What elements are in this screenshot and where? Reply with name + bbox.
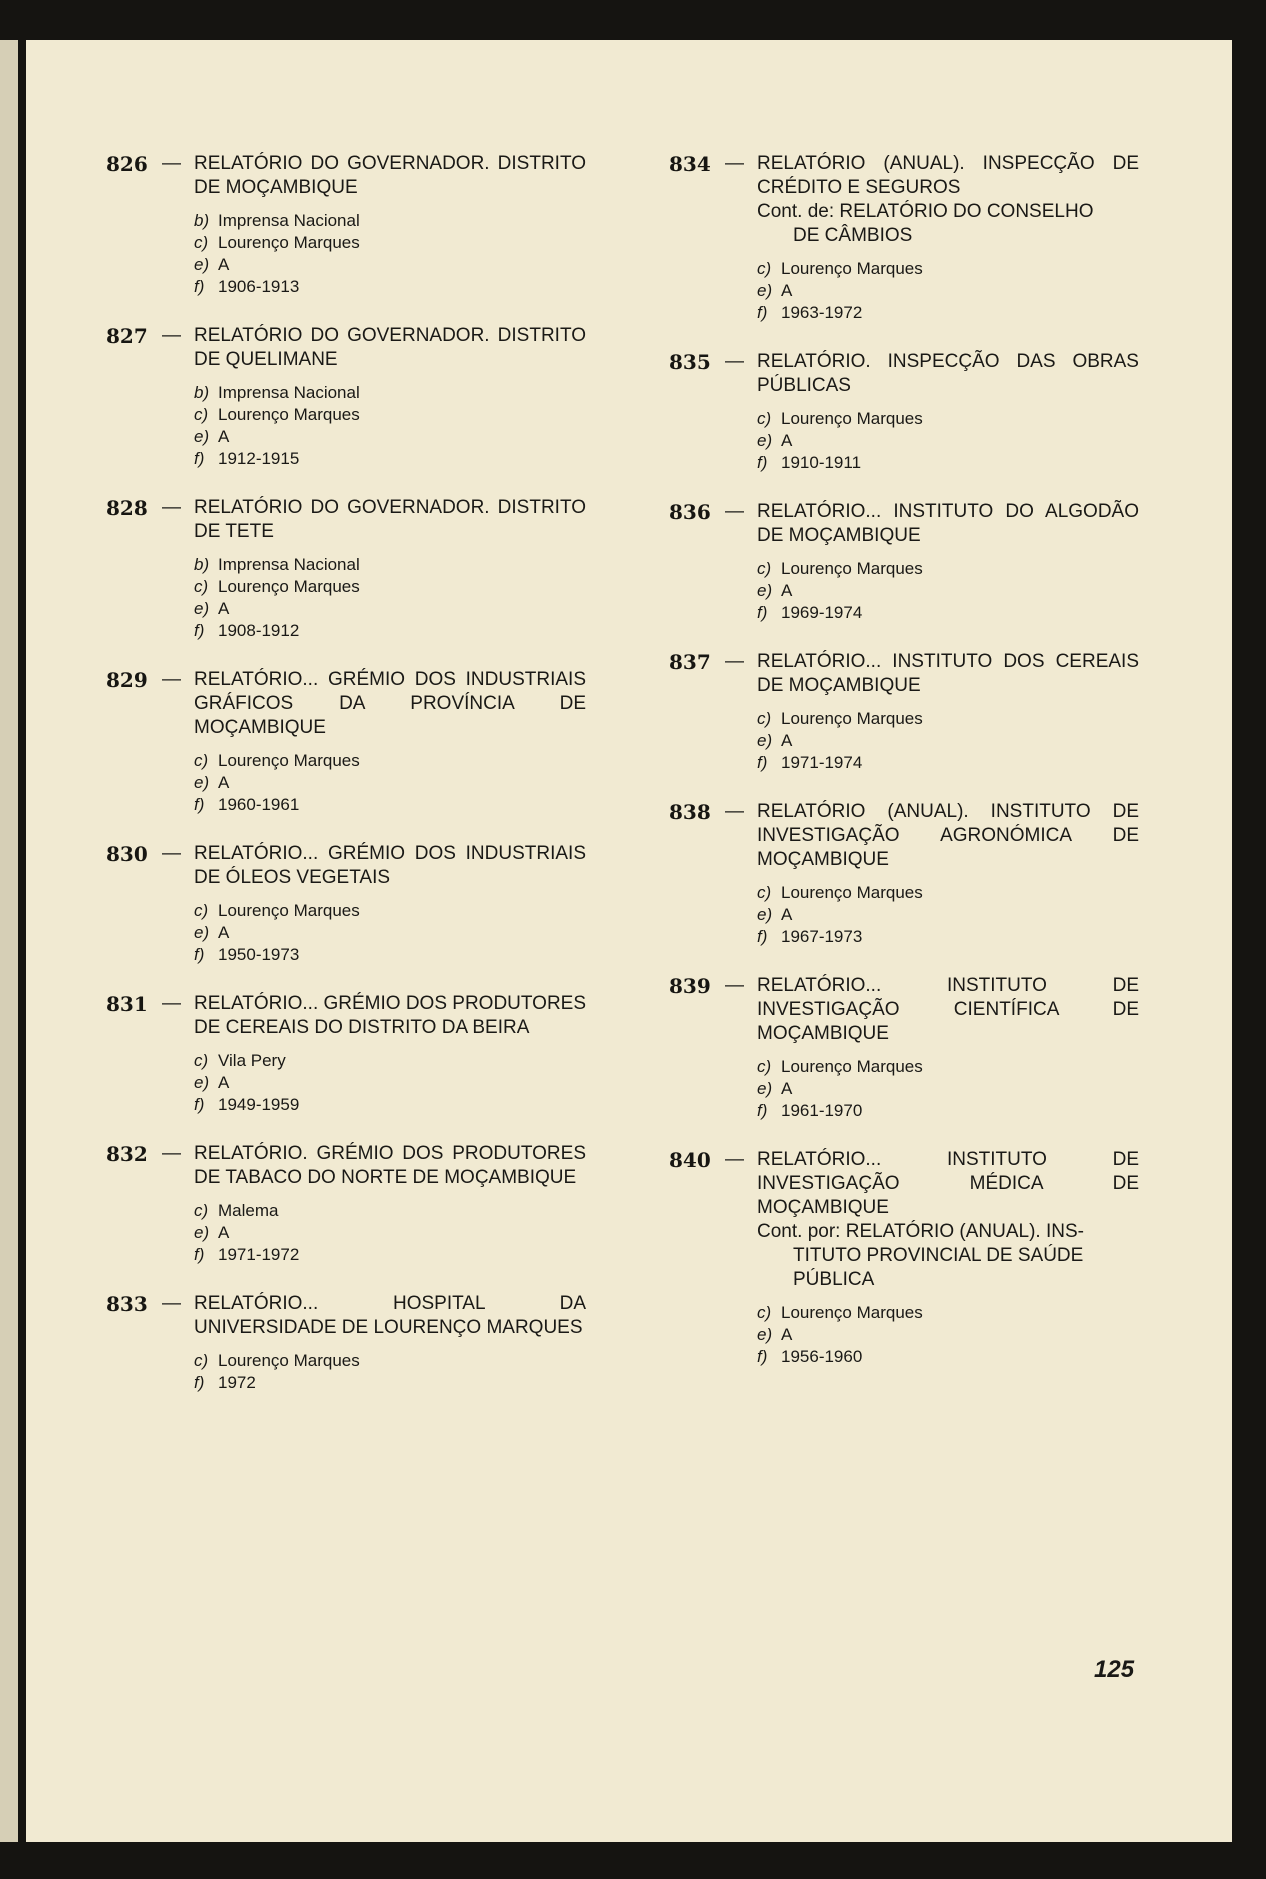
field-letter: f) — [757, 603, 768, 622]
field-value: 1971-1972 — [218, 1245, 300, 1264]
field-letter: c) — [194, 751, 209, 770]
catalog-entry — [669, 974, 1139, 1122]
field-value: A — [218, 255, 230, 274]
field-value: Lourenço Marques — [781, 883, 923, 902]
entry-number: 826 — [106, 152, 148, 176]
field-value: Lourenço Marques — [781, 1057, 923, 1076]
field-letter: f) — [757, 927, 768, 946]
continuation-note — [669, 1220, 1139, 1292]
field-letter: f) — [194, 1245, 205, 1264]
entry-number: 835 — [669, 350, 711, 374]
field-letter: e) — [194, 773, 210, 792]
entry-title: RELATÓRIO... GRÉMIO DOS INDUSTRIAIS GRÁFICOS DA PROVÍNCIA DE MOÇAMBIQUE — [194, 669, 586, 738]
catalog-entry — [106, 1292, 586, 1394]
catalog-entry — [106, 668, 586, 816]
field-value: Lourenço Marques — [218, 1351, 360, 1370]
field-value: Lourenço Marques — [781, 1303, 923, 1322]
field-letter: f) — [757, 753, 768, 772]
field-value: Lourenço Marques — [781, 559, 923, 578]
entry-fields — [106, 1050, 586, 1116]
field-row — [757, 258, 1139, 280]
entry-title: RELATÓRIO... GRÉMIO DOS PRODUTORES DE CEREAIS DO DISTRITO DA BEIRA — [194, 993, 587, 1038]
field-row — [194, 448, 586, 470]
field-value: 1906-1913 — [218, 277, 300, 296]
field-row — [757, 882, 1139, 904]
entry-fields — [106, 750, 586, 816]
field-letter: e) — [194, 255, 210, 274]
entry-fields — [669, 1302, 1139, 1368]
em-dash: — — [162, 1143, 181, 1164]
entry-title: RELATÓRIO. GRÉMIO DOS PRODUTORES DE TABACO DO NORTE DE MOÇAMBIQUE — [194, 1143, 586, 1188]
field-letter: c) — [757, 1303, 772, 1322]
field-row — [194, 598, 586, 620]
field-row — [194, 576, 586, 598]
field-row — [194, 554, 586, 576]
field-value: 1963-1972 — [781, 303, 863, 322]
field-row — [757, 602, 1139, 624]
field-letter: e) — [757, 1079, 773, 1098]
entry-title: RELATÓRIO (ANUAL). INSPECÇÃO DE CRÉDITO E SEGUROS — [757, 153, 1139, 198]
field-row — [757, 580, 1139, 602]
em-dash: — — [725, 501, 744, 522]
catalog-entry — [106, 842, 586, 966]
left-column — [106, 152, 586, 1420]
field-value: 1972 — [218, 1373, 256, 1392]
entry-title: RELATÓRIO... INSTITUTO DO ALGODÃO DE MOÇAMBIQUE — [757, 501, 1139, 546]
continuation-label: Cont. por: — [757, 1221, 841, 1242]
field-row — [194, 254, 586, 276]
entry-title: RELATÓRIO (ANUAL). INSTITUTO DE INVESTIGAÇÃO AGRONÓMICA DE MOÇAMBIQUE — [757, 801, 1139, 870]
entry-heading — [106, 152, 586, 200]
field-letter: e) — [757, 905, 773, 924]
catalog-entry — [106, 1142, 586, 1266]
entry-heading — [669, 800, 1139, 872]
catalog-entry — [669, 1148, 1139, 1368]
field-letter: b) — [194, 383, 210, 402]
field-value: Vila Pery — [218, 1051, 286, 1070]
entry-fields — [669, 708, 1139, 774]
field-letter: f) — [194, 621, 205, 640]
field-value: 1912-1915 — [218, 449, 300, 468]
entry-heading — [106, 842, 586, 890]
field-value: Imprensa Nacional — [218, 555, 360, 574]
field-letter: c) — [194, 233, 209, 252]
entry-number: 831 — [106, 992, 148, 1016]
continuation-note — [669, 200, 1139, 248]
field-value: 1956-1960 — [781, 1347, 863, 1366]
field-row — [194, 1094, 586, 1116]
catalog-entry — [669, 350, 1139, 474]
field-row — [757, 1346, 1139, 1368]
field-value: 1910-1911 — [781, 453, 862, 472]
field-row — [757, 926, 1139, 948]
continuation-text: RELATÓRIO (ANUAL). INS- — [845, 1221, 1084, 1242]
field-row — [194, 794, 586, 816]
field-row — [757, 302, 1139, 324]
field-letter: f) — [194, 449, 205, 468]
entry-number: 834 — [669, 152, 711, 176]
field-value: Lourenço Marques — [218, 577, 360, 596]
field-row — [194, 426, 586, 448]
field-letter: c) — [194, 1051, 209, 1070]
field-row — [757, 1078, 1139, 1100]
em-dash: — — [725, 801, 744, 822]
entry-number: 836 — [669, 500, 711, 524]
field-value: A — [218, 599, 230, 618]
field-row — [757, 280, 1139, 302]
field-value: 1908-1912 — [218, 621, 300, 640]
field-value: Lourenço Marques — [218, 233, 360, 252]
field-value: A — [781, 431, 793, 450]
field-value: Imprensa Nacional — [218, 211, 360, 230]
field-value: A — [218, 427, 230, 446]
field-letter: f) — [757, 453, 768, 472]
field-letter: c) — [194, 901, 209, 920]
field-letter: e) — [757, 1325, 773, 1344]
entry-fields — [106, 900, 586, 966]
entry-heading — [669, 152, 1139, 200]
field-value: A — [218, 773, 230, 792]
field-value: Lourenço Marques — [218, 751, 360, 770]
entry-fields — [669, 882, 1139, 948]
field-letter: f) — [194, 277, 205, 296]
entry-fields — [669, 258, 1139, 324]
field-row — [757, 430, 1139, 452]
field-row — [194, 382, 586, 404]
page-number: 125 — [1094, 1656, 1135, 1683]
entry-fields — [106, 1350, 586, 1394]
entry-heading — [106, 324, 586, 372]
field-value: Imprensa Nacional — [218, 383, 360, 402]
field-letter: e) — [194, 1073, 210, 1092]
field-row — [757, 1302, 1139, 1324]
entry-fields — [106, 210, 586, 298]
field-letter: f) — [194, 945, 205, 964]
em-dash: — — [725, 351, 744, 372]
entry-fields — [669, 558, 1139, 624]
entry-fields — [669, 1056, 1139, 1122]
field-letter: b) — [194, 211, 210, 230]
em-dash: — — [162, 1293, 181, 1314]
field-value: Lourenço Marques — [218, 405, 360, 424]
field-letter: e) — [757, 581, 773, 600]
entry-heading — [106, 1292, 586, 1340]
em-dash: — — [162, 153, 181, 174]
right-column — [669, 152, 1139, 1394]
entry-number: 830 — [106, 842, 148, 866]
field-letter: c) — [757, 709, 772, 728]
field-row — [757, 1100, 1139, 1122]
field-letter: e) — [194, 427, 210, 446]
em-dash: — — [162, 669, 181, 690]
field-value: Lourenço Marques — [781, 709, 923, 728]
field-row — [194, 1372, 586, 1394]
field-row — [194, 1244, 586, 1266]
field-value: A — [781, 731, 793, 750]
field-letter: e) — [757, 731, 773, 750]
entry-number: 833 — [106, 1292, 148, 1316]
catalog-entry — [106, 324, 586, 470]
entry-fields — [106, 382, 586, 470]
em-dash: — — [725, 651, 744, 672]
field-letter: e) — [757, 281, 773, 300]
entry-heading — [106, 668, 586, 740]
catalog-entry — [669, 152, 1139, 324]
continuation-text: RELATÓRIO DO CONSELHO — [839, 201, 1094, 222]
em-dash: — — [162, 325, 181, 346]
entry-heading — [669, 350, 1139, 398]
entry-heading — [669, 1148, 1139, 1220]
entry-number: 838 — [669, 800, 711, 824]
field-letter: c) — [757, 559, 772, 578]
entry-heading — [669, 500, 1139, 548]
field-row — [757, 708, 1139, 730]
continuation-text: DE CÂMBIOS — [793, 225, 913, 246]
field-row — [194, 772, 586, 794]
em-dash: — — [162, 497, 181, 518]
field-row — [194, 1200, 586, 1222]
entry-title: RELATÓRIO... INSTITUTO DE INVESTIGAÇÃO CIENTÍFICA DE MOÇAMBIQUE — [757, 975, 1139, 1044]
field-letter: c) — [757, 259, 772, 278]
em-dash: — — [725, 153, 744, 174]
catalog-entry — [106, 496, 586, 642]
entry-number: 840 — [669, 1148, 711, 1172]
field-row — [757, 408, 1139, 430]
field-letter: e) — [194, 599, 210, 618]
field-value: 1950-1973 — [218, 945, 300, 964]
catalog-entry — [669, 500, 1139, 624]
em-dash: — — [162, 843, 181, 864]
field-value: A — [781, 1325, 793, 1344]
entry-number: 839 — [669, 974, 711, 998]
catalog-entry — [669, 650, 1139, 774]
field-value: A — [781, 1079, 793, 1098]
continuation-label: Cont. de: — [757, 201, 835, 222]
field-letter: c) — [757, 883, 772, 902]
entry-heading — [669, 974, 1139, 1046]
field-row — [194, 1350, 586, 1372]
field-row — [194, 900, 586, 922]
field-value: A — [218, 1223, 230, 1242]
entry-heading — [106, 496, 586, 544]
field-value: 1960-1961 — [218, 795, 300, 814]
field-row — [194, 210, 586, 232]
field-value: 1967-1973 — [781, 927, 863, 946]
field-value: A — [781, 581, 793, 600]
entry-title: RELATÓRIO DO GOVERNADOR. DISTRITO DE TETE — [194, 497, 586, 542]
entry-fields — [106, 1200, 586, 1266]
field-value: Lourenço Marques — [218, 901, 360, 920]
field-row — [194, 750, 586, 772]
entry-number: 837 — [669, 650, 711, 674]
em-dash: — — [162, 993, 181, 1014]
field-value: A — [218, 923, 230, 942]
field-row — [757, 558, 1139, 580]
field-row — [194, 620, 586, 642]
field-row — [194, 232, 586, 254]
field-letter: f) — [194, 795, 205, 814]
entry-fields — [669, 408, 1139, 474]
field-letter: f) — [757, 1347, 768, 1366]
entry-title: RELATÓRIO DO GOVERNADOR. DISTRITO DE MOÇAMBIQUE — [194, 153, 586, 198]
field-value: Lourenço Marques — [781, 409, 923, 428]
entry-fields — [106, 554, 586, 642]
field-value: A — [218, 1073, 230, 1092]
field-row — [194, 276, 586, 298]
entry-heading — [106, 1142, 586, 1190]
entry-title: RELATÓRIO... HOSPITAL DA UNIVERSIDADE DE LOURENÇO MARQUES — [194, 1293, 586, 1338]
entry-heading — [669, 650, 1139, 698]
entry-number: 829 — [106, 668, 148, 692]
page-edge-shadow — [0, 40, 18, 1842]
field-letter: c) — [194, 1201, 209, 1220]
field-letter: e) — [757, 431, 773, 450]
field-letter: e) — [194, 923, 210, 942]
field-value: 1971-1974 — [781, 753, 863, 772]
field-row — [757, 452, 1139, 474]
field-value: 1969-1974 — [781, 603, 863, 622]
field-value: Lourenço Marques — [781, 259, 923, 278]
field-row — [194, 922, 586, 944]
field-row — [194, 404, 586, 426]
field-row — [194, 1072, 586, 1094]
field-letter: f) — [757, 303, 768, 322]
entry-title: RELATÓRIO. INSPECÇÃO DAS OBRAS PÚBLICAS — [757, 351, 1139, 396]
field-row — [757, 904, 1139, 926]
field-value: Malema — [218, 1201, 279, 1220]
field-value: A — [781, 281, 793, 300]
field-letter: f) — [194, 1373, 205, 1392]
field-value: 1961-1970 — [781, 1101, 863, 1120]
field-row — [194, 944, 586, 966]
entry-title: RELATÓRIO DO GOVERNADOR. DISTRITO DE QUELIMANE — [194, 325, 586, 370]
entry-title: RELATÓRIO... GRÉMIO DOS INDUSTRIAIS DE ÓLEOS VEGETAIS — [194, 843, 586, 888]
field-letter: c) — [194, 405, 209, 424]
field-letter: c) — [757, 1057, 772, 1076]
field-letter: c) — [194, 1351, 209, 1370]
catalog-entry — [106, 152, 586, 298]
field-value: A — [781, 905, 793, 924]
field-letter: e) — [194, 1223, 210, 1242]
entry-number: 827 — [106, 324, 148, 348]
field-row — [757, 1324, 1139, 1346]
catalog-entry — [669, 800, 1139, 948]
field-letter: c) — [757, 409, 772, 428]
field-letter: f) — [194, 1095, 205, 1114]
catalog-entry — [106, 992, 586, 1116]
entry-heading — [106, 992, 586, 1040]
entry-title: RELATÓRIO... INSTITUTO DOS CEREAIS DE MOÇAMBIQUE — [757, 651, 1139, 696]
field-row — [757, 752, 1139, 774]
field-row — [757, 730, 1139, 752]
field-row — [194, 1222, 586, 1244]
field-letter: b) — [194, 555, 210, 574]
field-value: 1949-1959 — [218, 1095, 300, 1114]
entry-title: RELATÓRIO... INSTITUTO DE INVESTIGAÇÃO MÉDICA DE MOÇAMBIQUE — [757, 1149, 1139, 1218]
field-row — [194, 1050, 586, 1072]
entry-number: 832 — [106, 1142, 148, 1166]
field-letter: f) — [757, 1101, 768, 1120]
entry-number: 828 — [106, 496, 148, 520]
field-letter: c) — [194, 577, 209, 596]
em-dash: — — [725, 1149, 744, 1170]
field-row — [757, 1056, 1139, 1078]
em-dash: — — [725, 975, 744, 996]
continuation-text: TITUTO PROVINCIAL DE SAÚDE PÚBLICA — [793, 1245, 1084, 1290]
